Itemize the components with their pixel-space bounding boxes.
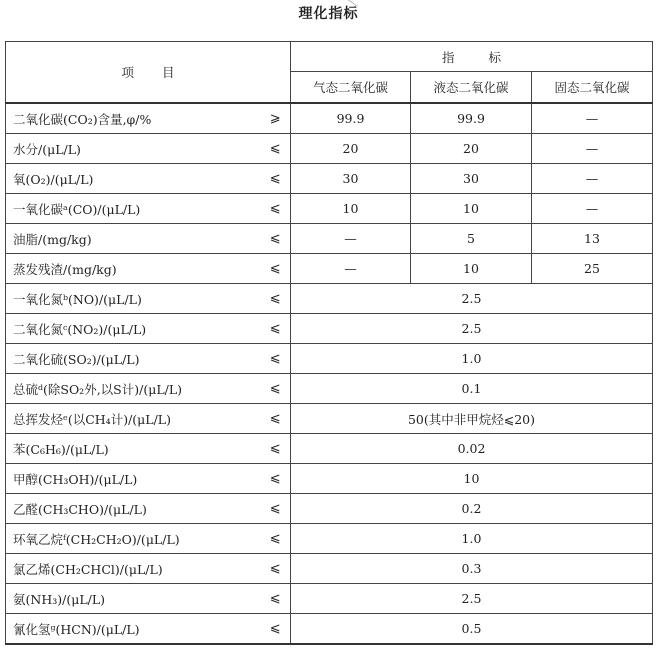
table-row <box>6 494 653 524</box>
spec-table <box>5 41 653 645</box>
operator-cell: ⩽ <box>261 434 291 464</box>
operator-cell: ⩽ <box>261 164 291 194</box>
table-row <box>6 524 653 554</box>
value-cell-merged: 2.5 <box>291 314 653 344</box>
value-cell-merged: 0.3 <box>291 554 653 584</box>
item-cell: 一氧化氮ᵇ(NO)/(μL/L) <box>6 284 261 314</box>
value-cell: — <box>532 103 653 134</box>
table-row <box>6 434 653 464</box>
table-row <box>6 164 653 194</box>
item-cell: 氰化氢ᵍ(HCN)/(μL/L) <box>6 614 261 645</box>
item-cell: 氧(O₂)/(μL/L) <box>6 164 261 194</box>
table-row <box>6 134 653 164</box>
value-cell-merged: 0.02 <box>291 434 653 464</box>
value-cell: 10 <box>291 194 411 224</box>
table-row <box>6 404 653 434</box>
operator-cell: ⩽ <box>261 224 291 254</box>
item-cell: 氯乙烯(CH₂CHCl)/(μL/L) <box>6 554 261 584</box>
item-cell: 苯(C₆H₆)/(μL/L) <box>6 434 261 464</box>
table-row <box>6 584 653 614</box>
operator-cell: ⩽ <box>261 464 291 494</box>
value-cell-merged: 1.0 <box>291 344 653 374</box>
operator-cell: ⩽ <box>261 314 291 344</box>
table-row <box>6 344 653 374</box>
value-cell: 10 <box>411 254 532 284</box>
page-title: 理化指标 <box>298 6 359 22</box>
value-cell-merged: 0.2 <box>291 494 653 524</box>
header-gas: 气态二氧化碳 <box>291 72 411 104</box>
value-cell-merged: 10 <box>291 464 653 494</box>
value-cell: — <box>532 194 653 224</box>
operator-cell: ⩽ <box>261 584 291 614</box>
operator-cell: ⩽ <box>261 134 291 164</box>
item-cell: 二氧化氮ᶜ(NO₂)/(μL/L) <box>6 314 261 344</box>
operator-cell: ⩽ <box>261 494 291 524</box>
header-liquid: 液态二氧化碳 <box>411 72 532 104</box>
item-cell: 总硫ᵈ(除SO₂外,以S计)/(μL/L) <box>6 374 261 404</box>
operator-cell: ⩽ <box>261 524 291 554</box>
value-cell: 99.9 <box>291 103 411 134</box>
operator-cell: ⩽ <box>261 254 291 284</box>
value-cell: 30 <box>291 164 411 194</box>
table-row <box>6 194 653 224</box>
operator-cell: ⩽ <box>261 404 291 434</box>
value-cell-merged: 0.1 <box>291 374 653 404</box>
operator-cell: ⩽ <box>261 344 291 374</box>
table-row <box>6 374 653 404</box>
value-cell: — <box>532 164 653 194</box>
item-cell: 总挥发烃ᵉ(以CH₄计)/(μL/L) <box>6 404 261 434</box>
operator-cell: ⩽ <box>261 614 291 645</box>
item-cell: 乙醛(CH₃CHO)/(μL/L) <box>6 494 261 524</box>
table-row <box>6 224 653 254</box>
table-row <box>6 464 653 494</box>
value-cell: — <box>291 254 411 284</box>
table-row <box>6 554 653 584</box>
item-cell: 甲醇(CH₃OH)/(μL/L) <box>6 464 261 494</box>
value-cell-merged: 2.5 <box>291 584 653 614</box>
value-cell: 30 <box>411 164 532 194</box>
value-cell-merged: 1.0 <box>291 524 653 554</box>
value-cell-merged: 2.5 <box>291 284 653 314</box>
item-cell: 二氧化碳(CO₂)含量,φ/% <box>6 103 261 134</box>
value-cell: 5 <box>411 224 532 254</box>
value-cell: 10 <box>411 194 532 224</box>
operator-cell: ⩽ <box>261 374 291 404</box>
table-row <box>6 103 653 134</box>
table-row <box>6 284 653 314</box>
item-cell: 油脂/(mg/kg) <box>6 224 261 254</box>
item-cell: 环氧乙烷ᶠ(CH₂CH₂O)/(μL/L) <box>6 524 261 554</box>
value-cell: 25 <box>532 254 653 284</box>
value-cell: 20 <box>411 134 532 164</box>
operator-cell: ⩽ <box>261 554 291 584</box>
table-row <box>6 614 653 645</box>
value-cell: 99.9 <box>411 103 532 134</box>
item-cell: 一氧化碳ᵃ(CO)/(μL/L) <box>6 194 261 224</box>
header-solid: 固态二氧化碳 <box>532 72 653 104</box>
value-cell: 20 <box>291 134 411 164</box>
item-cell: 二氧化硫(SO₂)/(μL/L) <box>6 344 261 374</box>
value-cell: 13 <box>532 224 653 254</box>
header-index: 指标 <box>291 42 653 72</box>
operator-cell: ⩾ <box>261 103 291 134</box>
operator-cell: ⩽ <box>261 284 291 314</box>
value-cell: — <box>291 224 411 254</box>
value-cell-merged: 50(其中非甲烷烃⩽20) <box>291 404 653 434</box>
item-cell: 氨(NH₃)/(μL/L) <box>6 584 261 614</box>
item-cell: 水分/(μL/L) <box>6 134 261 164</box>
value-cell: — <box>532 134 653 164</box>
operator-cell: ⩽ <box>261 194 291 224</box>
item-cell: 蒸发残渣/(mg/kg) <box>6 254 261 284</box>
value-cell-merged: 0.5 <box>291 614 653 645</box>
table-row <box>6 254 653 284</box>
header-item: 项目 <box>6 42 291 104</box>
table-row <box>6 314 653 344</box>
